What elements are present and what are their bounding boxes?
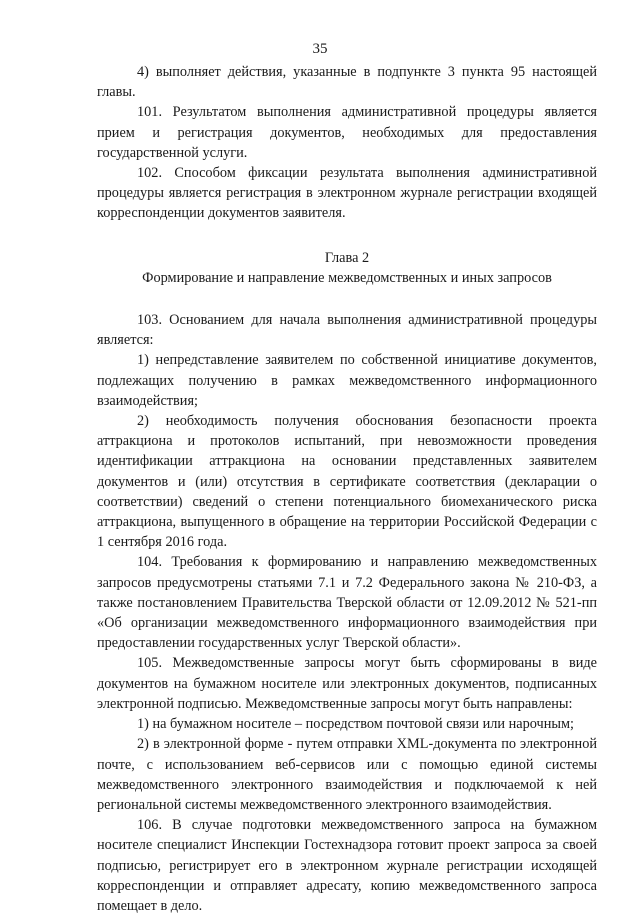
paragraph-106: 106. В случае подготовки межведомственного запроса на бумажном носителе специалист Инспекции Гостехнадзора готовит проект запроса за своей подписью, регистрирует его в электронном журнале регистрации исходящей корреспонденции и отправляет адресату, копию межведомственного запроса помещает в дело. (97, 817, 597, 914)
paragraph-105: 105. Межведомственные запросы могут быть сформированы в виде документов на бумажном носителе или электронных документов, подписанных электронной подписью. Межведомственные запросы могут быть направлены: (97, 655, 597, 712)
paragraph-103-item-1: 1) непредставление заявителем по собственной инициативе документов, подлежащих получению в рамках межведомственного информационного взаимодействия; (97, 352, 597, 409)
paragraph-103-item-2: 2) необходимость получения обоснования безопасности проекта аттракциона и протоколов испытаний, при невозможности проведения идентификации аттракциона на основании представленных заявителем документов и (или) отсутствия в сертификате соответствия (декларации о соответствии) сведений о степени потенциального биомеханического риска аттракциона, выпущенного в обращение на территории Российской Федерации с 1 сентября 2016 года. (97, 413, 597, 551)
paragraph-104: 104. Требования к формированию и направлению межведомственных запросов предусмотрены статьями 7.1 и 7.2 Федерального закона № 210-ФЗ, а также постановлением Правительства Тверской области от 12.09.2012 № 521-пп «Об организации межведомственного информационного взаимодействия при предоставлении государственных услуг Тверской области». (97, 554, 597, 652)
paragraph-102: 102. Способом фиксации результата выполнения административной процедуры является регистрация в электронном журнале регистрации входящей корреспонденции документов заявителя. (97, 165, 597, 222)
page-content (97, 62, 597, 916)
paragraph-105-item-1: 1) на бумажном носителе – посредством почтовой связи или нарочным; (137, 716, 575, 733)
paragraph-101: 101. Результатом выполнения административной процедуры является прием и регистрация документов, необходимых для предоставления государственной услуги. (97, 104, 597, 161)
page-number: 35 (312, 41, 328, 57)
chapter-subtitle: Формирование и направление межведомственных и иных запросов (142, 269, 552, 286)
chapter-title: Глава 2 (324, 249, 370, 266)
paragraph-103: 103. Основанием для начала выполнения административной процедуры является: (97, 312, 597, 349)
paragraph-105-item-2: 2) в электронной форме - путем отправки XML-документа по электронной почте, с использованием веб-сервисов или с помощью единой системы межведомственного электронного взаимодействия и подключаемой к ней региональной системы межведомственного электронного взаимодействия. (97, 736, 597, 813)
paragraph-item-4: 4) выполняет действия, указанные в подпункте 3 пункта 95 настоящей главы. (97, 64, 597, 101)
